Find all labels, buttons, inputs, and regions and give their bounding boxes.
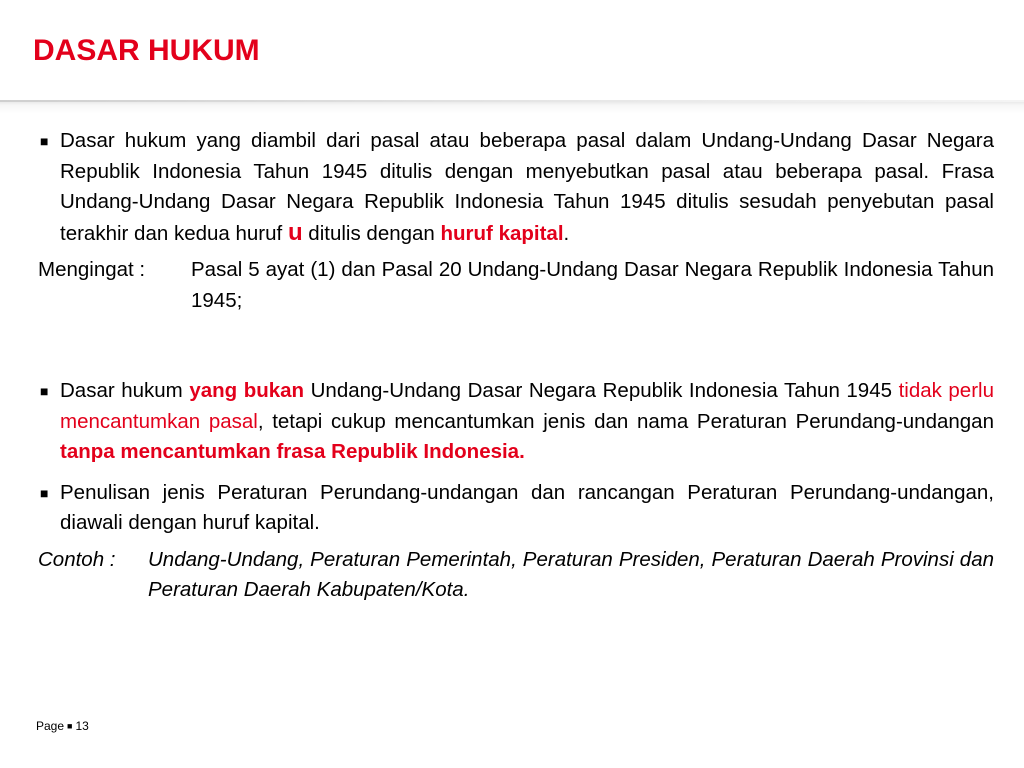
- bullet1-text-a: Dasar hukum yang diambil dari pasal atau beberapa pasal dalam Undang-Undang Dasar Negara Republik Indonesia Tahun 1945 ditulis dengan menyebutkan pasal atau beberapa pasal. Frasa Undang-Undang Dasar Negara Republik Indonesia Tahun 1945 ditulis sesudah penyebutan pasal terakhir dan kedua huruf: [60, 129, 994, 245]
- page-footer: [36, 719, 89, 733]
- square-bullet-icon: ■: [40, 133, 49, 149]
- contoh-label: Contoh :: [38, 547, 122, 571]
- bullet-penulisan-jenis: [38, 478, 994, 539]
- slide-body: [38, 126, 994, 606]
- mengingat-text: Pasal 5 ayat (1) dan Pasal 20 Undang-Undang Dasar Negara Republik Indonesia Tahun 1945;: [191, 258, 994, 312]
- page-number: 13: [75, 719, 89, 733]
- header-divider: [0, 100, 1024, 114]
- square-bullet-icon: ■: [40, 383, 49, 399]
- square-bullet-icon: ■: [40, 484, 49, 501]
- bullet1-text-c: .: [563, 221, 570, 245]
- bullet2-emph-tidak: tidak perlu mencantumkan pasal: [60, 379, 994, 433]
- bullet-dasar-hukum-pasal: [38, 126, 994, 249]
- bullet2-emph-bukan: yang bukan: [189, 379, 305, 402]
- bullet-dasar-hukum-bukan-uud: [38, 376, 994, 468]
- header-divider-line: [0, 100, 1024, 102]
- bullet2-text-b: Undang-Undang Dasar Negara Republik Indonesia Tahun 1945: [304, 379, 899, 402]
- mengingat-label: Mengingat :: [38, 258, 151, 281]
- bullet2-text-a: Dasar hukum: [60, 379, 190, 402]
- bullet1-emph-kapital: huruf kapital: [440, 221, 564, 245]
- page-label: Page: [36, 719, 65, 733]
- mengingat-example: [38, 255, 994, 316]
- bullet2-text-c: , tetapi cukup mencantumkan jenis dan nama Peraturan Perundang-undangan: [257, 409, 994, 433]
- contoh-example: [38, 545, 994, 606]
- footer-square-icon: ■: [67, 721, 73, 731]
- bullet2-emph-tanpa: tanpa mencantumkan frasa Republik Indonesia.: [60, 440, 525, 463]
- bullet1-text-b: ditulis dengan: [302, 221, 441, 245]
- slide-title: DASAR HUKUM: [33, 34, 260, 67]
- bullet1-emph-u: u: [287, 218, 303, 246]
- contoh-text: Undang-Undang, Peraturan Pemerintah, Peraturan Presiden, Peraturan Daerah Provinsi dan Peraturan Daerah Kabupaten/Kota.: [148, 547, 994, 601]
- bullet3-text: Penulisan jenis Peraturan Perundang-undangan dan rancangan Peraturan Perundang-undangan, diawali dengan huruf kapital.: [60, 480, 994, 534]
